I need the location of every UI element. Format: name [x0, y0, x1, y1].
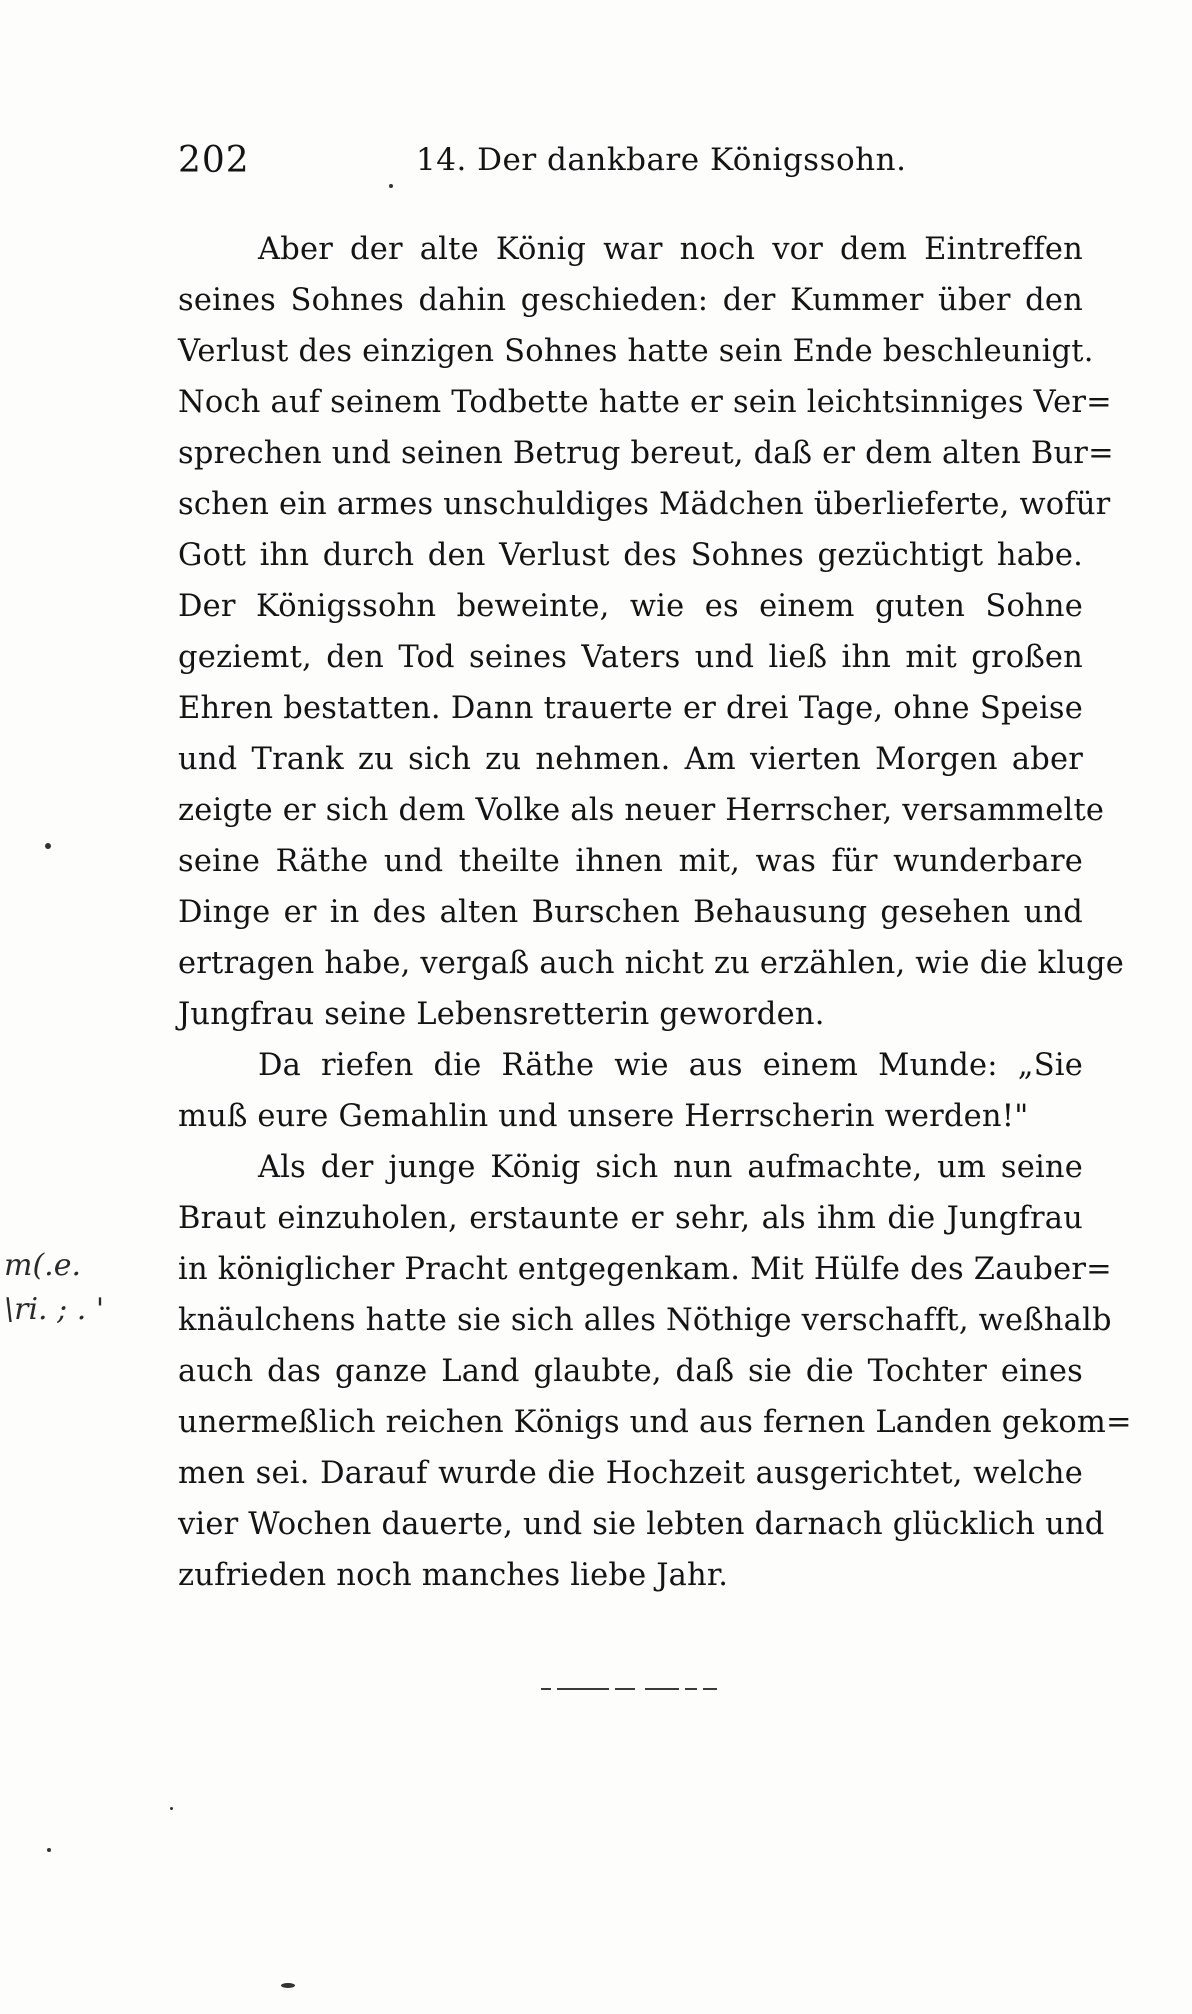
text-line: seines Sohnes dahin geschieden: der Kummer über den — [178, 283, 1083, 318]
text-line: geziemt, den Tod seines Vaters und ließ ihn mit großen — [178, 640, 1083, 675]
text-line: knäulchens hatte sie sich alles Nöthige verschafft, weßhalb — [178, 1303, 1112, 1338]
text-line: ertragen habe, vergaß auch nicht zu erzählen, wie die kluge — [178, 946, 1124, 981]
text-line: zeigte er sich dem Volke als neuer Herrscher, versammelte — [178, 793, 1105, 828]
ink-speck — [170, 1807, 173, 1810]
section-divider — [541, 1686, 721, 1692]
text-line: Jungfrau seine Lebensretterin geworden. — [178, 997, 825, 1032]
text-line: Da riefen die Räthe wie aus einem Munde: „Sie — [258, 1048, 1083, 1083]
text-line: men sei. Darauf wurde die Hochzeit ausgerichtet, welche — [178, 1456, 1083, 1491]
text-line: vier Wochen dauerte, und sie lebten darnach glücklich und — [178, 1507, 1105, 1542]
marginal-note: \ri. ; . ' — [4, 1292, 105, 1327]
page-number: 202 — [178, 140, 250, 181]
page-header — [178, 140, 1083, 184]
text-line: muß eure Gemahlin und unsere Herrscherin werden!" — [178, 1099, 1029, 1134]
ink-speck — [45, 843, 51, 849]
text-line: Gott ihn durch den Verlust des Sohnes gezüchtigt habe. — [178, 538, 1083, 573]
text-line: Dinge er in des alten Burschen Behausung gesehen und — [178, 895, 1083, 930]
text-line: Braut einzuholen, erstaunte er sehr, als ihm die Jungfrau — [178, 1201, 1083, 1236]
text-line: Ehren bestatten. Dann trauerte er drei Tage, ohne Speise — [178, 691, 1083, 726]
text-line: Als der junge König sich nun aufmachte, um seine — [258, 1150, 1083, 1185]
ink-speck — [389, 184, 393, 188]
text-line: in königlicher Pracht entgegenkam. Mit Hülfe des Zauber= — [178, 1252, 1112, 1287]
text-line: Noch auf seinem Todbette hatte er sein leichtsinniges Ver= — [178, 385, 1112, 420]
text-line: Verlust des einzigen Sohnes hatte sein Ende beschleunigt. — [178, 334, 1094, 369]
text-line: sprechen und seinen Betrug bereut, daß er dem alten Bur= — [178, 436, 1114, 471]
ink-speck — [281, 1983, 295, 1988]
text-line: zufrieden noch manches liebe Jahr. — [178, 1558, 729, 1593]
text-line: Der Königssohn beweinte, wie es einem guten Sohne — [178, 589, 1083, 624]
text-line: auch das ganze Land glaubte, daß sie die Tochter eines — [178, 1354, 1083, 1389]
text-line: schen ein armes unschuldiges Mädchen überlieferte, wofür — [178, 487, 1111, 522]
text-line: Aber der alte König war noch vor dem Eintreffen — [258, 232, 1083, 267]
text-line: unermeßlich reichen Königs und aus fernen Landen gekom= — [178, 1405, 1132, 1440]
marginal-note: m(.e. — [4, 1248, 81, 1283]
text-line: und Trank zu sich zu nehmen. Am vierten Morgen aber — [178, 742, 1083, 777]
ink-speck — [47, 1848, 51, 1852]
running-head: 14. Der dankbare Königssohn. — [416, 142, 907, 178]
body-text — [178, 224, 1132, 1601]
text-line: seine Räthe und theilte ihnen mit, was für wunderbare — [178, 844, 1083, 879]
